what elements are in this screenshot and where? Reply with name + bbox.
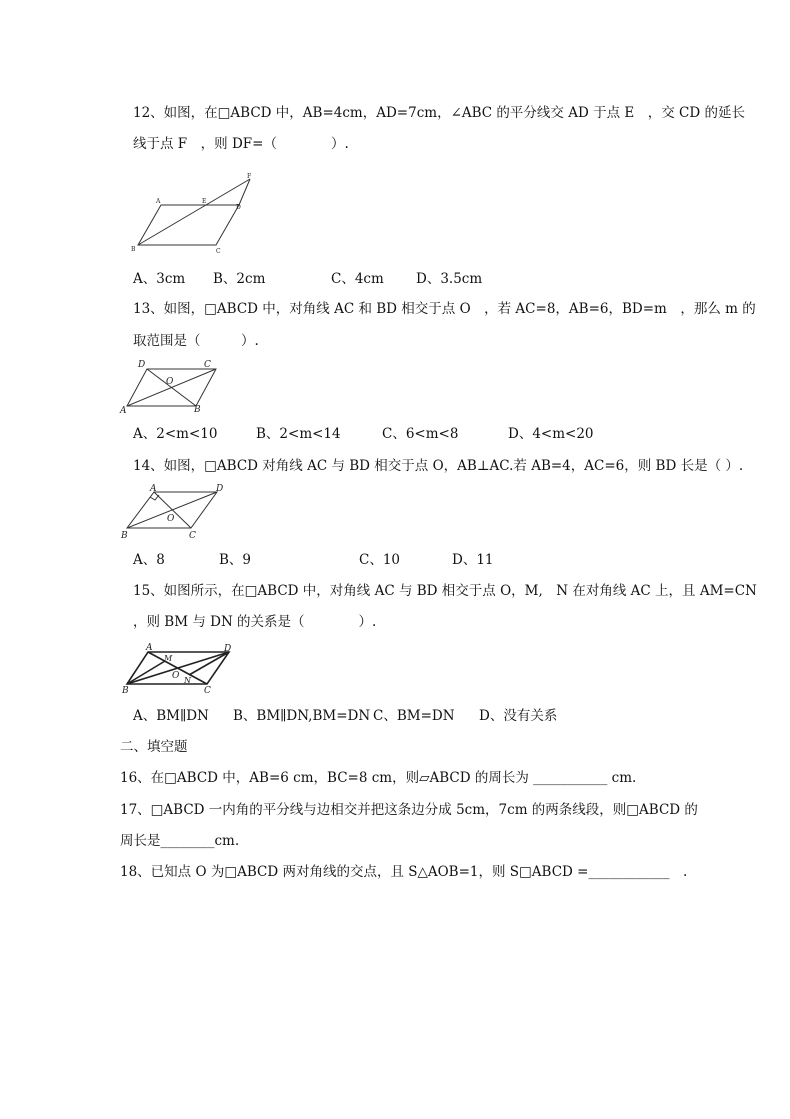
q12-text-line1: 12、如图，在□ABCD 中，AB=4cm，AD=7cm，∠ABC 的平分线交 AD 于点 E ，交 CD 的延长 bbox=[133, 105, 745, 121]
q15-label-m: M bbox=[164, 654, 173, 663]
q12-label-f: F bbox=[247, 173, 252, 180]
q13-option-a: A、2<m<10 bbox=[133, 426, 218, 442]
q13-option-b: B、2<m<14 bbox=[256, 426, 341, 442]
q14-option-a: A、8 bbox=[133, 552, 165, 568]
q15-label-n: N bbox=[184, 676, 191, 685]
q16-text: 16、在□ABCD 中，AB=6 cm，BC=8 cm，则▱ABCD 的周长为 ___________ cm. bbox=[120, 770, 637, 786]
q15-option-b: B、BM∥DN,BM=DN bbox=[233, 708, 371, 724]
q12-extension-df bbox=[239, 179, 250, 205]
q12-option-d: D、3.5cm bbox=[416, 271, 483, 287]
q13-diagonal-bd bbox=[147, 369, 196, 406]
q15-figure bbox=[118, 642, 236, 697]
q15-text-line2: ，则 BM 与 DN 的关系是（ ）. bbox=[133, 614, 377, 630]
q17-text-line1: 17、□ABCD 一内角的平分线与边相交并把这条边分成 5cm，7cm 的两条线段，则□ABCD 的 bbox=[120, 802, 698, 818]
q13-figure bbox=[118, 357, 228, 415]
q12-parallelogram bbox=[138, 205, 239, 245]
q13-text-line1: 13、如图，□ABCD 中，对角线 AC 和 BD 相交于点 O ，若 AC=8，AB=6，BD=m ，那么 m 的 bbox=[133, 301, 756, 317]
q14-label-c: C bbox=[189, 531, 196, 541]
q12-label-b: B bbox=[131, 246, 136, 253]
q14-label-a: A bbox=[150, 484, 157, 494]
q12-label-e: E bbox=[202, 198, 207, 205]
q14-label-d: D bbox=[216, 484, 224, 494]
q15-label-o: O bbox=[172, 671, 180, 681]
q14-option-c: C、10 bbox=[359, 552, 401, 568]
q15-option-d: D、没有关系 bbox=[479, 708, 558, 724]
q12-figure bbox=[128, 172, 258, 254]
q15-text-line1: 15、如图所示，在□ABCD 中，对角线 AC 与 BD 相交于点 O，M, N 在对角线 AC 上，且 AM=CN bbox=[133, 583, 757, 599]
q14-option-d: D、11 bbox=[452, 552, 494, 568]
q12-bisector-bf bbox=[138, 179, 250, 245]
q14-figure bbox=[118, 483, 233, 541]
q13-option-d: D、4<m<20 bbox=[508, 426, 594, 442]
q12-label-d: D bbox=[236, 204, 241, 211]
q14-label-b: B bbox=[121, 531, 128, 541]
q12-text-line2: 线于点 F ，则 DF=（ ）. bbox=[133, 136, 349, 152]
q12-label-c: C bbox=[216, 248, 221, 254]
q15-option-a: A、BM∥DN bbox=[133, 708, 209, 724]
q14-label-o: O bbox=[167, 514, 175, 524]
q17-text-line2: 周长是________cm. bbox=[120, 833, 240, 849]
section-title-fill-in: 二、填空题 bbox=[120, 739, 188, 755]
q13-label-c: C bbox=[204, 360, 211, 370]
q12-option-c: C、4cm bbox=[331, 271, 384, 287]
q15-label-b: B bbox=[122, 686, 129, 696]
q12-label-a: A bbox=[156, 198, 161, 205]
q13-option-c: C、6<m<8 bbox=[382, 426, 459, 442]
q14-text-line1: 14、如图，□ABCD 对角线 AC 与 BD 相交于点 O，AB⊥AC.若 AB=4，AC=6，则 BD 长是（ ）. bbox=[133, 458, 744, 474]
q13-label-b: B bbox=[194, 405, 201, 415]
q18-text: 18、已知点 O 为□ABCD 两对角线的交点，且 S△AOB=1，则 S□ABCD =____________ . bbox=[120, 864, 688, 880]
q12-option-a: A、3cm bbox=[133, 271, 186, 287]
q13-text-line2: 取范围是（ ）. bbox=[133, 333, 259, 349]
q15-label-d: D bbox=[224, 644, 232, 654]
q13-label-d: D bbox=[138, 360, 146, 370]
q15-option-c: C、BM=DN bbox=[373, 708, 455, 724]
q15-label-a: A bbox=[146, 643, 153, 653]
q15-segment-bm bbox=[127, 661, 165, 684]
q13-label-a: A bbox=[120, 406, 127, 415]
q12-option-b: B、2cm bbox=[213, 271, 266, 287]
q13-label-o: O bbox=[166, 377, 174, 387]
q15-label-c: C bbox=[204, 686, 211, 696]
q14-option-b: B、9 bbox=[219, 552, 252, 568]
